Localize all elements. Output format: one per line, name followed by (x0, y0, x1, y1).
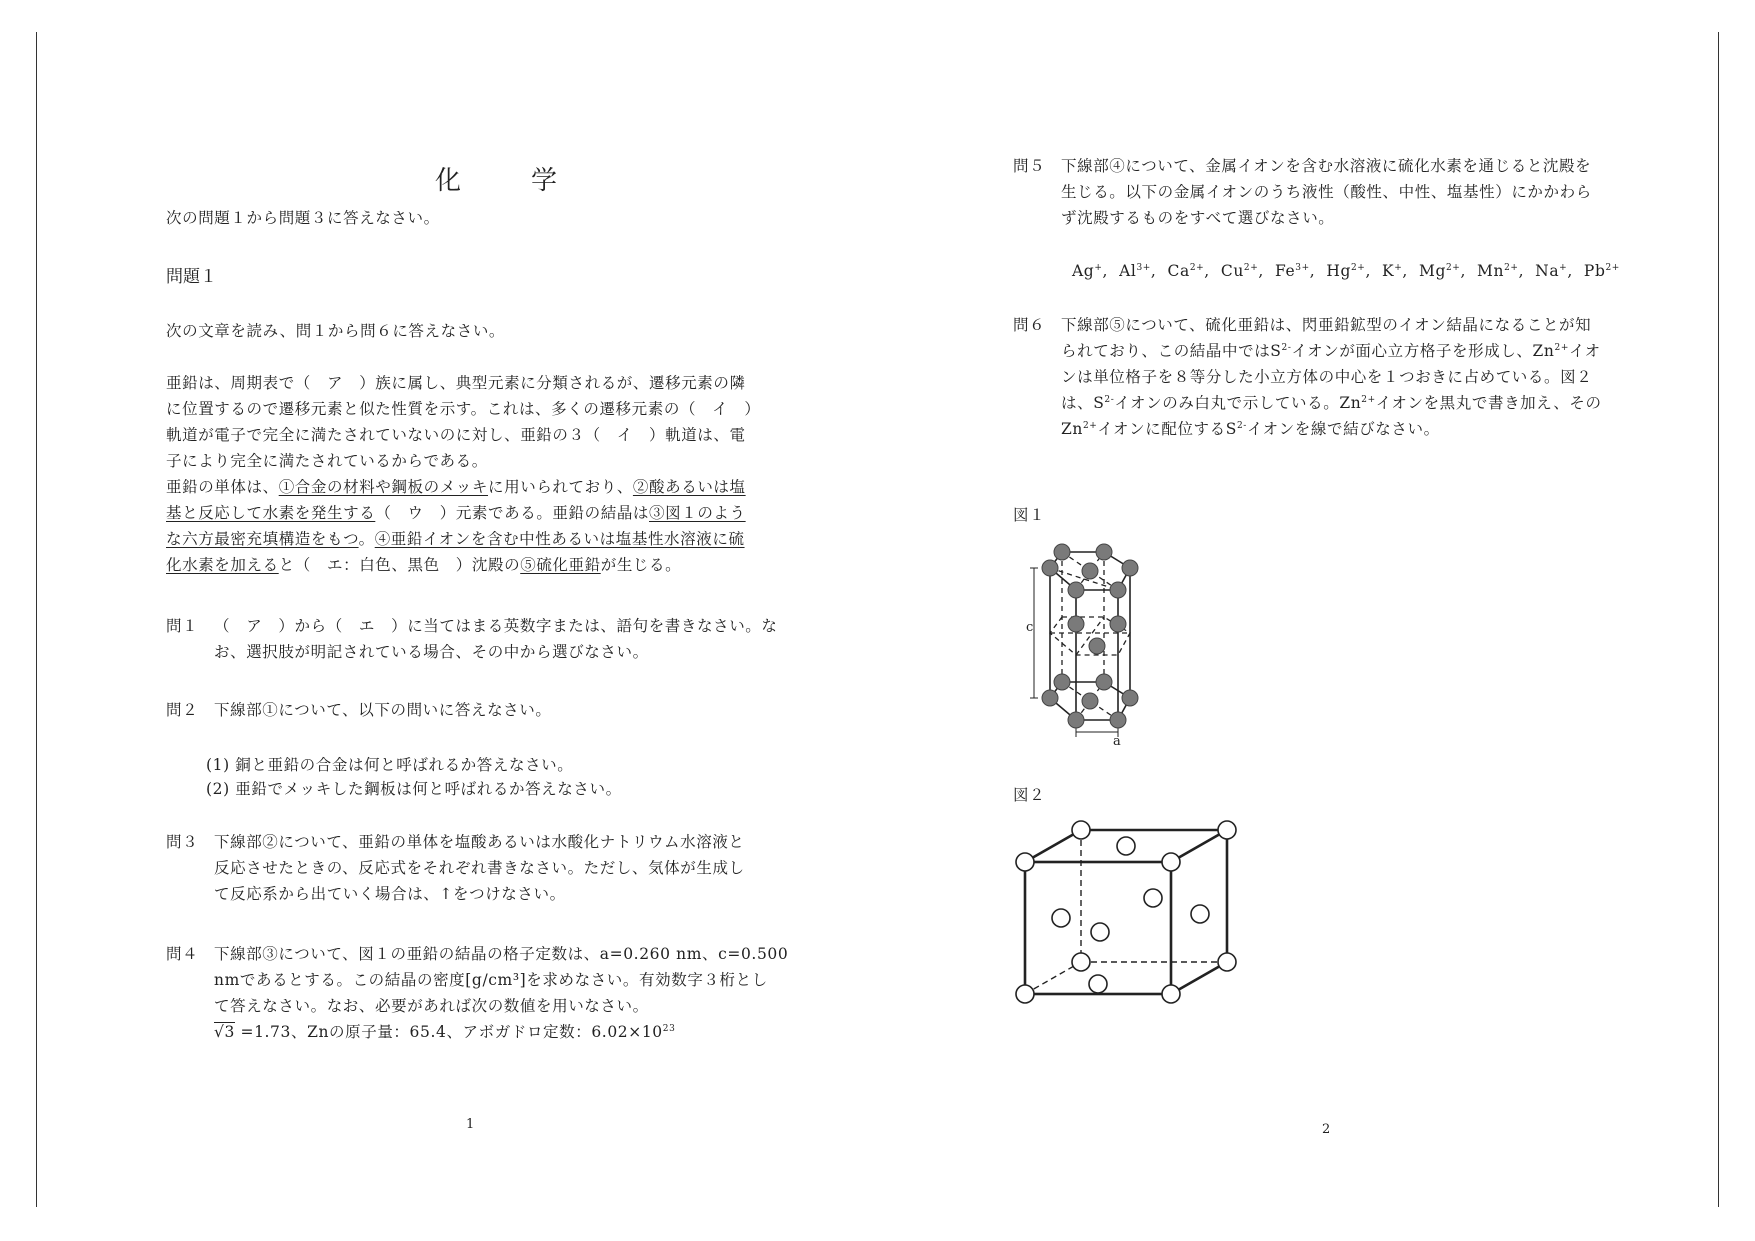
question-number: 問４ (166, 945, 199, 963)
ion: $Fe^{3+}$ (1274, 262, 1310, 280)
question-1 (166, 613, 778, 665)
passage-line (166, 552, 760, 578)
passage-line: に位置するので遷移元素と似た性質を示す。これは、多くの遷移元素の（ イ ） (166, 400, 761, 418)
underline-5: ⑤硫化亜鉛 (520, 556, 601, 574)
sub-question-1: (1) 銅と亜鉛の合金は何と呼ばれるか答えなさい。 (206, 756, 574, 774)
question-5 (1013, 153, 1592, 231)
passage-text: が生じる。 (600, 556, 682, 574)
question-text: お、選択肢が明記されている場合、その中から選びなさい。 (214, 643, 649, 661)
constants-text: =1.73、Znの原子量：65.4、アボガドロ定数：6.02×10 (240, 1023, 663, 1041)
question-text: nmであるとする。この結晶の密度[g/cm³]を求めなさい。有効数字３桁とし (214, 971, 768, 989)
passage-line (166, 526, 760, 552)
question-text: 反応させたときの、反応式をそれぞれ書きなさい。ただし、気体が生成し (214, 859, 745, 877)
underline-2: ②酸あるいは塩 (632, 478, 746, 496)
question-text: 下線部④について、金属イオンを含む水溶液に硫化水素を通じると沈殿を (1061, 157, 1592, 175)
question-text: 生じる。以下の金属イオンのうち液性（酸性、中性、塩基性）にかかわら (1061, 183, 1592, 201)
ion: $Hg^{2+}$ (1326, 262, 1366, 280)
passage-line (166, 474, 760, 500)
ion: $Ca^{2+}$ (1167, 262, 1205, 280)
figure-1-label-a: a (1113, 734, 1121, 749)
question-text: て反応系から出ていく場合は、↑をつけなさい。 (214, 885, 566, 903)
passage-line (166, 500, 760, 526)
question-6 (1013, 312, 1602, 442)
underline-3: ③図１のよう (649, 504, 746, 522)
ion: $Mn^{2+}$ (1477, 262, 1519, 280)
question-3 (166, 829, 745, 907)
passage-line: 軌道が電子で完全に満たされていないのに対し、亜鉛の３（ イ ）軌道は、電 (166, 426, 746, 444)
question-text: は、$S^{2-}$イオンのみ白丸で示している。$Zn^{2+}$イオンを黒丸で書き加え、その (1061, 394, 1602, 412)
underline-4-cont: 化水素を加える (166, 556, 279, 574)
question-number: 問６ (1013, 316, 1046, 334)
question-text: られており、この結晶中では$S^{2-}$イオンが面心立方格子を形成し、$Zn^{2+}$イオ (1061, 342, 1601, 360)
underline-1: ①合金の材料や鋼板のメッキ (278, 478, 489, 496)
left-page-edge (36, 32, 37, 1207)
question-4 (166, 941, 788, 1045)
question-text: ず沈殿するものをすべて選びなさい。 (1061, 209, 1335, 227)
question-2 (166, 697, 551, 723)
figure-1-caption: 図１ (1013, 506, 1046, 524)
exponent: 23 (662, 1023, 676, 1034)
figure-1-label-c: c (1026, 620, 1034, 635)
passage-line: 亜鉛は、周期表で（ ア ）族に属し、典型元素に分類されるが、遷移元素の隣 (166, 374, 746, 392)
ion: $Pb^{2+}$ (1583, 262, 1620, 280)
problem-heading: 問題１ (166, 267, 217, 287)
passage-line: 子により完全に満たされているからである。 (166, 452, 488, 470)
page-number-2: 2 (1322, 1122, 1331, 1137)
question-text: （ ア ）から（ エ ）に当てはまる英数字または、語句を書きなさい。な (214, 617, 778, 635)
ion: Ag+ (1072, 262, 1103, 280)
ion: K+ (1382, 262, 1403, 280)
underline-2-cont: 基と反応して水素を発生する (166, 504, 376, 522)
sub-question-2: (2) 亜鉛でメッキした鋼板は何と呼ばれるか答えなさい。 (206, 780, 622, 798)
sqrt3: √3 (214, 1023, 235, 1041)
question-number: 問２ (166, 701, 199, 719)
passage-text: （ ウ ）元素である。亜鉛の結晶は (375, 504, 650, 522)
question-text: ンは単位格子を８等分した小立方体の中心を１つおきに占めている。図２ (1061, 368, 1593, 386)
question-text: 下線部⑤について、硫化亜鉛は、閃亜鉛鉱型のイオン結晶になることが知 (1061, 316, 1592, 334)
constants-line (166, 1019, 788, 1045)
ion-list: Ag+, $Al^{3+}$, $Ca^{2+}$, $Cu^{2+}$, $Fe^{3+}$, $Hg^{2+}$, K+, $Mg^{2+}$, $Mn^{2+}$, Na+, $Pb^{2+}$ (1072, 262, 1620, 280)
underline-3-cont: な六方最密充填構造をもつ (166, 530, 359, 548)
passage-text: に用いられており、 (488, 478, 633, 496)
instruction: 次の問題１から問題３に答えなさい。 (166, 209, 440, 227)
question-text: て答えなさい。なお、必要があれば次の数値を用いなさい。 (214, 997, 649, 1015)
ion: $Al^{3+}$ (1119, 262, 1151, 280)
passage (166, 370, 760, 578)
passage-text: 。 (358, 530, 375, 548)
right-page-edge (1718, 32, 1719, 1207)
question-text: $Zn^{2+}$イオンに配位する$S^{2-}$イオンを線で結びなさい。 (1061, 420, 1440, 438)
question-number: 問１ (166, 617, 199, 635)
page-title: 化 学 (435, 166, 580, 196)
ion: Na+ (1535, 262, 1568, 280)
figure-2-fcc-diagram (1015, 820, 1235, 1010)
question-text: 下線部②について、亜鉛の単体を塩酸あるいは水酸化ナトリウム水溶液と (214, 833, 745, 851)
page-number-1: 1 (466, 1117, 475, 1132)
underline-4: ④亜鉛イオンを含む中性あるいは塩基性水溶液に硫 (374, 530, 745, 548)
question-number: 問５ (1013, 157, 1046, 175)
question-text: 下線部③について、図１の亜鉛の結晶の格子定数は、a=0.260 nm、c=0.500 (214, 945, 789, 963)
problem-intro: 次の文章を読み、問１から問６に答えなさい。 (166, 322, 506, 340)
ion: $Mg^{2+}$ (1418, 262, 1461, 280)
passage-text: と（ エ：白色、黒色 ）沈殿の (278, 556, 521, 574)
ion: $Cu^{2+}$ (1220, 262, 1259, 280)
question-text: 下線部①について、以下の問いに答えなさい。 (214, 701, 552, 719)
figure-2-caption: 図２ (1013, 786, 1046, 804)
passage-text: 亜鉛の単体は、 (166, 478, 279, 496)
question-number: 問３ (166, 833, 199, 851)
figure-1-hcp-diagram (1020, 540, 1250, 750)
